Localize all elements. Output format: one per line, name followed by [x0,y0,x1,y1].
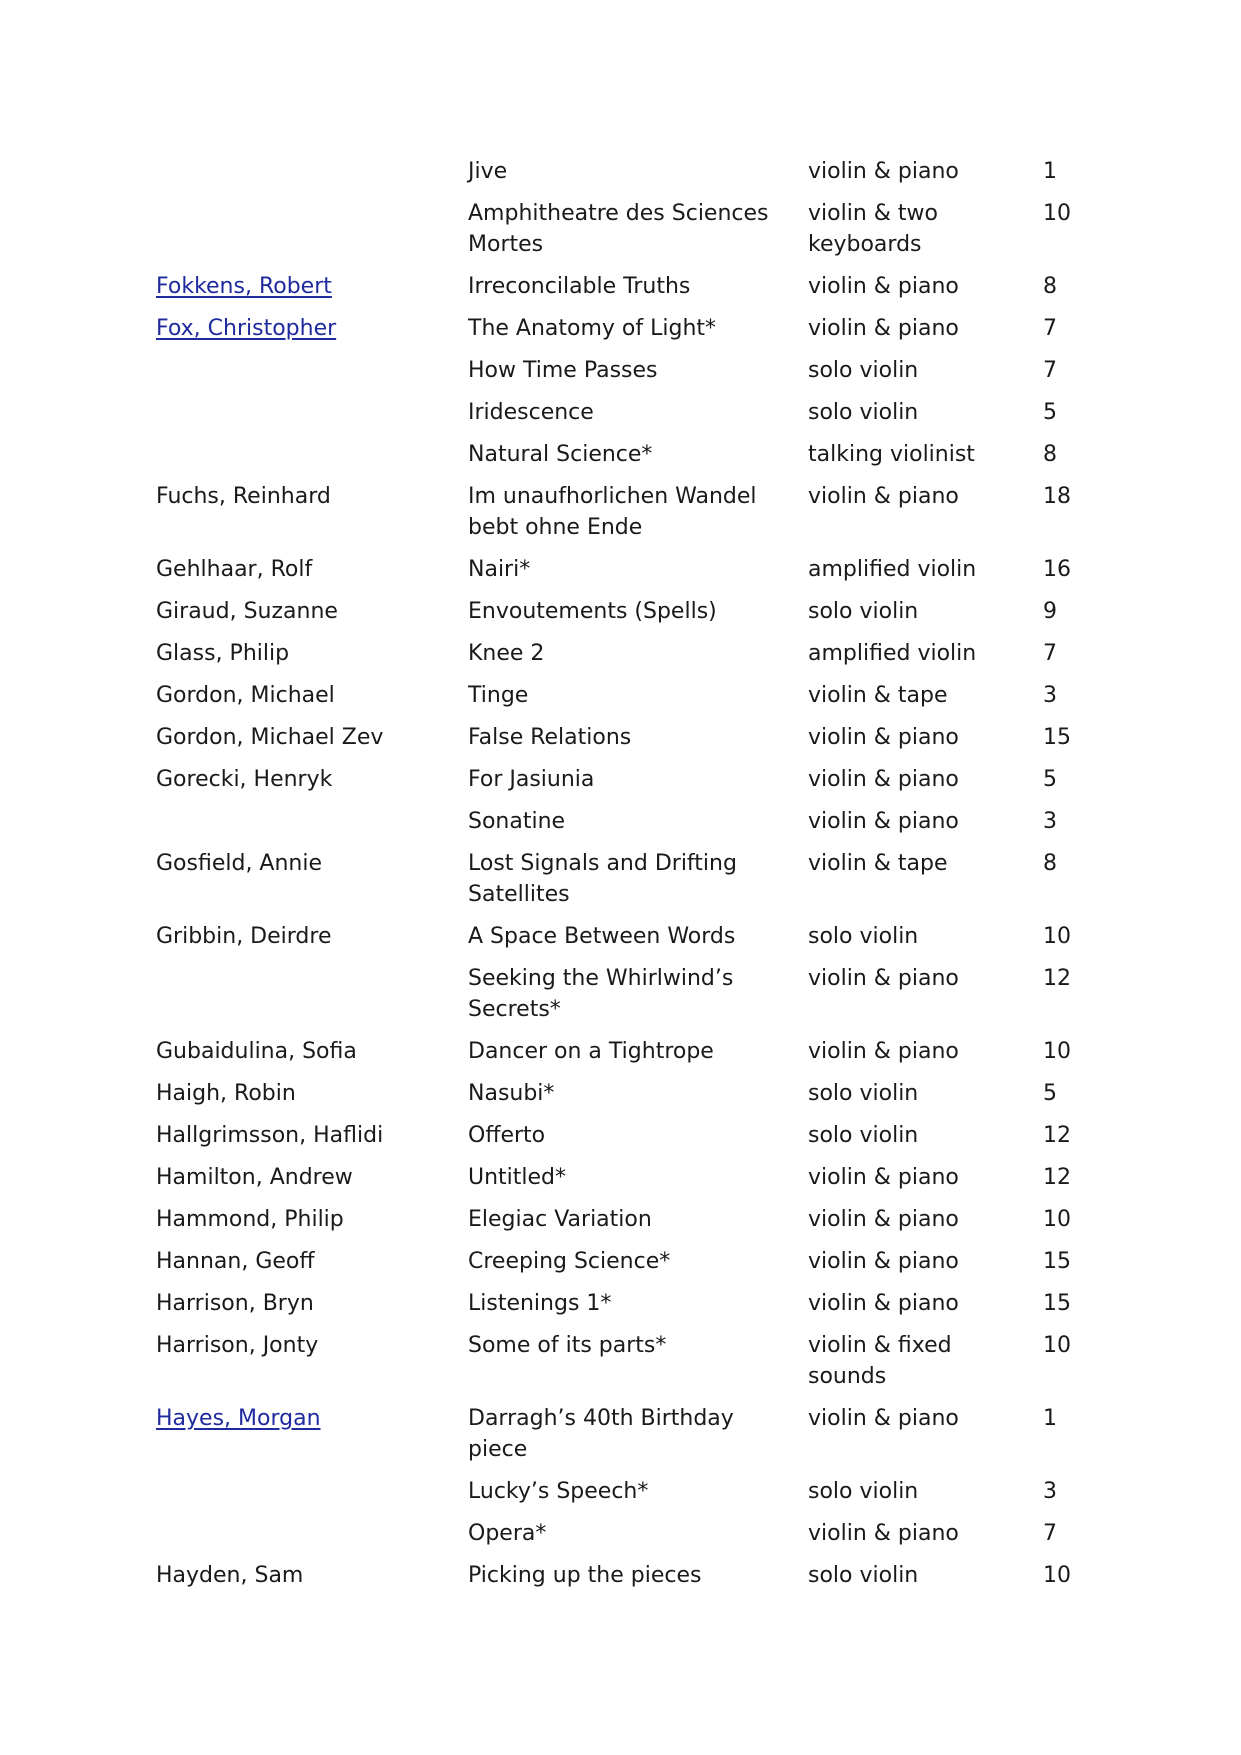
table-row [156,680,1096,711]
work-title: Untitled* [468,1165,567,1190]
instrumentation: violin & piano [808,274,959,299]
composer-name: Hallgrimsson, Haflidi [156,1123,384,1148]
table-row [156,963,1096,1025]
instrumentation: violin & piano [808,316,959,341]
composer-cell [156,1403,468,1434]
composer-cell [156,1036,468,1067]
duration: 18 [1043,484,1071,509]
table-row [156,554,1096,585]
composer-cell [156,1246,468,1277]
work-title: Sonatine [468,809,566,834]
table-row [156,1403,1096,1465]
composer-name: Hammond, Philip [156,1207,344,1232]
table-row [156,1476,1096,1507]
composer-cell [156,271,468,302]
composer-cell [156,554,468,585]
composer-cell [156,638,468,669]
work-title: Envoutements (Spells) [468,599,717,624]
instrumentation: violin & piano [808,767,959,792]
table-row [156,1330,1096,1392]
table-row [156,1560,1096,1591]
table-row [156,722,1096,753]
composer-cell [156,1288,468,1319]
work-title: A Space Between Words [468,924,736,949]
composer-name: Giraud, Suzanne [156,599,338,624]
duration: 7 [1043,358,1057,383]
work-title: Some of its parts* [468,1333,667,1358]
composer-name: Gribbin, Deirdre [156,924,332,949]
duration: 15 [1043,1291,1071,1316]
work-title: Offerto [468,1123,546,1148]
composer-name: Glass, Philip [156,641,290,666]
composer-cell [156,680,468,711]
composer-cell [156,848,468,879]
table-row [156,313,1096,344]
composer-name: Gehlhaar, Rolf [156,557,313,582]
instrumentation: violin & piano [808,1521,959,1546]
table-row [156,638,1096,669]
instrumentation: violin & two keyboards [808,201,938,257]
table-row [156,397,1096,428]
duration: 5 [1043,400,1057,425]
composer-cell [156,1078,468,1109]
duration: 9 [1043,599,1057,624]
composer-cell [156,1204,468,1235]
duration: 10 [1043,1039,1071,1064]
table-row [156,1288,1096,1319]
work-title: Nairi* [468,557,531,582]
duration: 5 [1043,1081,1057,1106]
duration: 7 [1043,1521,1057,1546]
work-title: Listenings 1* [468,1291,612,1316]
duration: 10 [1043,924,1071,949]
work-title: Knee 2 [468,641,545,666]
work-title: Elegiac Variation [468,1207,652,1232]
work-title: Creeping Science* [468,1249,671,1274]
work-title: Im unaufhorlichen Wandel bebt ohne Ende [468,484,757,540]
duration: 8 [1043,442,1057,467]
table-row [156,156,1096,187]
instrumentation: violin & piano [808,1249,959,1274]
composer-name: Fuchs, Reinhard [156,484,331,509]
duration: 16 [1043,557,1071,582]
work-title: Jive [468,159,508,184]
composer-link[interactable]: Hayes, Morgan [156,1406,321,1431]
instrumentation: solo violin [808,400,919,425]
composer-name: Harrison, Bryn [156,1291,314,1316]
work-title: False Relations [468,725,632,750]
composer-name: Haigh, Robin [156,1081,296,1106]
composer-name: Hamilton, Andrew [156,1165,353,1190]
instrumentation: violin & fixed sounds [808,1333,952,1389]
composer-name: Gosfield, Annie [156,851,323,876]
work-title: The Anatomy of Light* [468,316,717,341]
composer-cell [156,1330,468,1361]
table-row [156,1162,1096,1193]
work-title: Lucky’s Speech* [468,1479,649,1504]
work-title: Lost Signals and Drifting Satellites [468,851,737,907]
duration: 15 [1043,725,1071,750]
table-row [156,921,1096,952]
composer-name: Gorecki, Henryk [156,767,333,792]
table-row [156,198,1096,260]
composer-cell [156,313,468,344]
instrumentation: violin & piano [808,1291,959,1316]
work-title: Picking up the pieces [468,1563,702,1588]
repertoire-table [156,156,1096,1602]
instrumentation: solo violin [808,1479,919,1504]
duration: 8 [1043,274,1057,299]
table-row [156,596,1096,627]
work-title: Darragh’s 40th Birthday piece [468,1406,734,1462]
table-row [156,1120,1096,1151]
duration: 5 [1043,767,1057,792]
duration: 12 [1043,1165,1071,1190]
duration: 12 [1043,1123,1071,1148]
work-title: Nasubi* [468,1081,555,1106]
composer-cell [156,1162,468,1193]
table-row [156,1246,1096,1277]
duration: 1 [1043,1406,1057,1431]
instrumentation: violin & piano [808,1165,959,1190]
duration: 10 [1043,1333,1071,1358]
duration: 1 [1043,159,1057,184]
duration: 15 [1043,1249,1071,1274]
instrumentation: amplified violin [808,641,977,666]
composer-name: Gordon, Michael Zev [156,725,384,750]
table-row [156,271,1096,302]
composer-link[interactable]: Fox, Christopher [156,316,337,341]
composer-cell [156,722,468,753]
duration: 7 [1043,641,1057,666]
work-title: Seeking the Whirlwind’s Secrets* [468,966,734,1022]
composer-cell [156,596,468,627]
composer-link[interactable]: Fokkens, Robert [156,274,332,299]
duration: 10 [1043,201,1071,226]
composer-name: Gordon, Michael [156,683,335,708]
work-title: Iridescence [468,400,594,425]
instrumentation: violin & piano [808,1207,959,1232]
duration: 3 [1043,809,1057,834]
composer-name: Hayden, Sam [156,1563,304,1588]
table-row [156,764,1096,795]
instrumentation: violin & piano [808,809,959,834]
duration: 8 [1043,851,1057,876]
table-row [156,806,1096,837]
duration: 10 [1043,1207,1071,1232]
work-title: Tinge [468,683,529,708]
instrumentation: violin & piano [808,725,959,750]
work-title: Natural Science* [468,442,653,467]
table-row [156,1204,1096,1235]
instrumentation: violin & piano [808,1406,959,1431]
instrumentation: violin & piano [808,484,959,509]
table-row [156,355,1096,386]
composer-cell [156,764,468,795]
table-row [156,481,1096,543]
work-title: Opera* [468,1521,547,1546]
work-title: How Time Passes [468,358,658,383]
instrumentation: solo violin [808,358,919,383]
instrumentation: solo violin [808,1563,919,1588]
duration: 3 [1043,683,1057,708]
instrumentation: solo violin [808,1081,919,1106]
duration: 3 [1043,1479,1057,1504]
duration: 7 [1043,316,1057,341]
composer-name: Hannan, Geoff [156,1249,315,1274]
table-row [156,848,1096,910]
instrumentation: violin & piano [808,159,959,184]
work-title: For Jasiunia [468,767,595,792]
instrumentation: talking violinist [808,442,975,467]
composer-cell [156,1560,468,1591]
composer-name: Harrison, Jonty [156,1333,319,1358]
work-title: Dancer on a Tightrope [468,1039,714,1064]
instrumentation: amplified violin [808,557,977,582]
table-row [156,1078,1096,1109]
work-title: Amphitheatre des Sciences Mortes [468,201,769,257]
table-row [156,1518,1096,1549]
composer-name: Gubaidulina, Sofia [156,1039,357,1064]
composer-cell [156,1120,468,1151]
instrumentation: solo violin [808,1123,919,1148]
instrumentation: violin & piano [808,966,959,991]
table-row [156,439,1096,470]
composer-cell [156,481,468,512]
table-row [156,1036,1096,1067]
work-title: Irreconcilable Truths [468,274,691,299]
composer-cell [156,921,468,952]
instrumentation: violin & tape [808,683,948,708]
duration: 12 [1043,966,1071,991]
duration: 10 [1043,1563,1071,1588]
instrumentation: violin & piano [808,1039,959,1064]
instrumentation: solo violin [808,599,919,624]
instrumentation: solo violin [808,924,919,949]
instrumentation: violin & tape [808,851,948,876]
